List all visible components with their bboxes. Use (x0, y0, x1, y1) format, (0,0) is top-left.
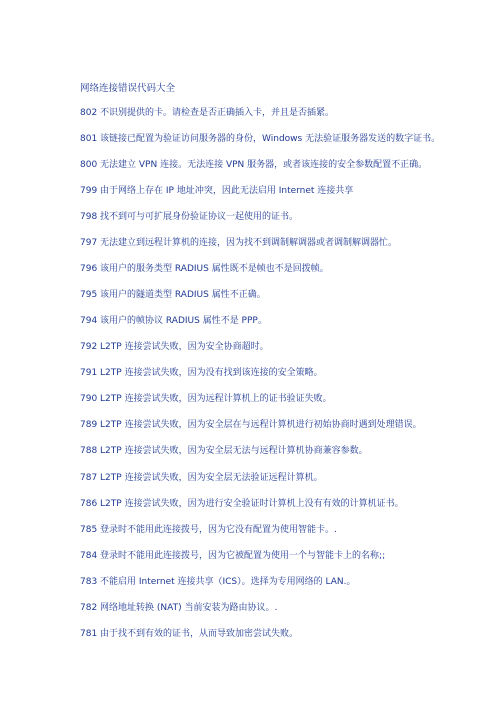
entry-787: 787 L2TP 连接尝试失败，因为安全层无法验证远程计算机。 (80, 473, 323, 483)
entry-785: 785 登录时不能用此连接拨号，因为它没有配置为使用智能卡。. (80, 525, 337, 535)
entry-788: 788 L2TP 连接尝试失败，因为安全层无法与远程计算机协商兼容参数。 (80, 446, 368, 456)
entry-781: 781 由于找不到有效的证书，从而导致加密尝试失败。 (80, 629, 299, 639)
entry-802: 802 不识别提供的卡。请检查是否正确插入卡，并且是否插紧。 (80, 108, 335, 118)
entry-794: 794 该用户的帧协议 RADIUS 属性不是 PPP。 (80, 316, 267, 326)
entry-797: 797 无法建立到远程计算机的连接，因为找不到调制解调器或者调制解调器忙。 (80, 238, 398, 248)
entry-789: 789 L2TP 连接尝试失败，因为安全层在与远程计算机进行初始协商时遇到处理错误。 (80, 420, 422, 430)
entry-790: 790 L2TP 连接尝试失败，因为远程计算机上的证书验证失败。 (80, 394, 332, 404)
entry-795: 795 该用户的隧道类型 RADIUS 属性不正确。 (80, 290, 266, 300)
document-title: 网络连接错误代码大全 (80, 83, 176, 94)
entry-791: 791 L2TP 连接尝试失败，因为没有找到该连接的安全策略。 (80, 368, 323, 378)
entry-792: 792 L2TP 连接尝试失败，因为安全协商超时。 (80, 342, 269, 352)
entry-800: 800 无法建立 VPN 连接。无法连接 VPN 服务器，或者该连接的安全参数配置不正确。 (80, 160, 428, 170)
entry-786: 786 L2TP 连接尝试失败，因为进行安全验证时计算机上没有有效的计算机证书。 (80, 499, 404, 509)
entry-782: 782 网络地址转换 (NAT) 当前安装为路由协议。. (80, 603, 278, 613)
entry-799: 799 由于网络上存在 IP 地址冲突，因此无法启用 Internet 连接共享 (80, 186, 354, 196)
entry-784: 784 登录时不能用此连接拨号，因为它被配置为使用一个与智能卡上的名称;; (80, 551, 386, 561)
entry-796: 796 该用户的服务类型 RADIUS 属性既不是帧也不是回拨帧。 (80, 264, 329, 274)
entry-783: 783 不能启用 Internet 连接共享（ICS）。选择为专用网络的 LAN.。 (80, 577, 356, 587)
entry-801: 801 该链接已配置为验证访问服务器的身份，Windows 无法验证服务器发送的数字证书。 (80, 134, 441, 144)
entry-798: 798 找不到可与可扩展身份验证协议一起使用的证书。 (80, 212, 299, 222)
